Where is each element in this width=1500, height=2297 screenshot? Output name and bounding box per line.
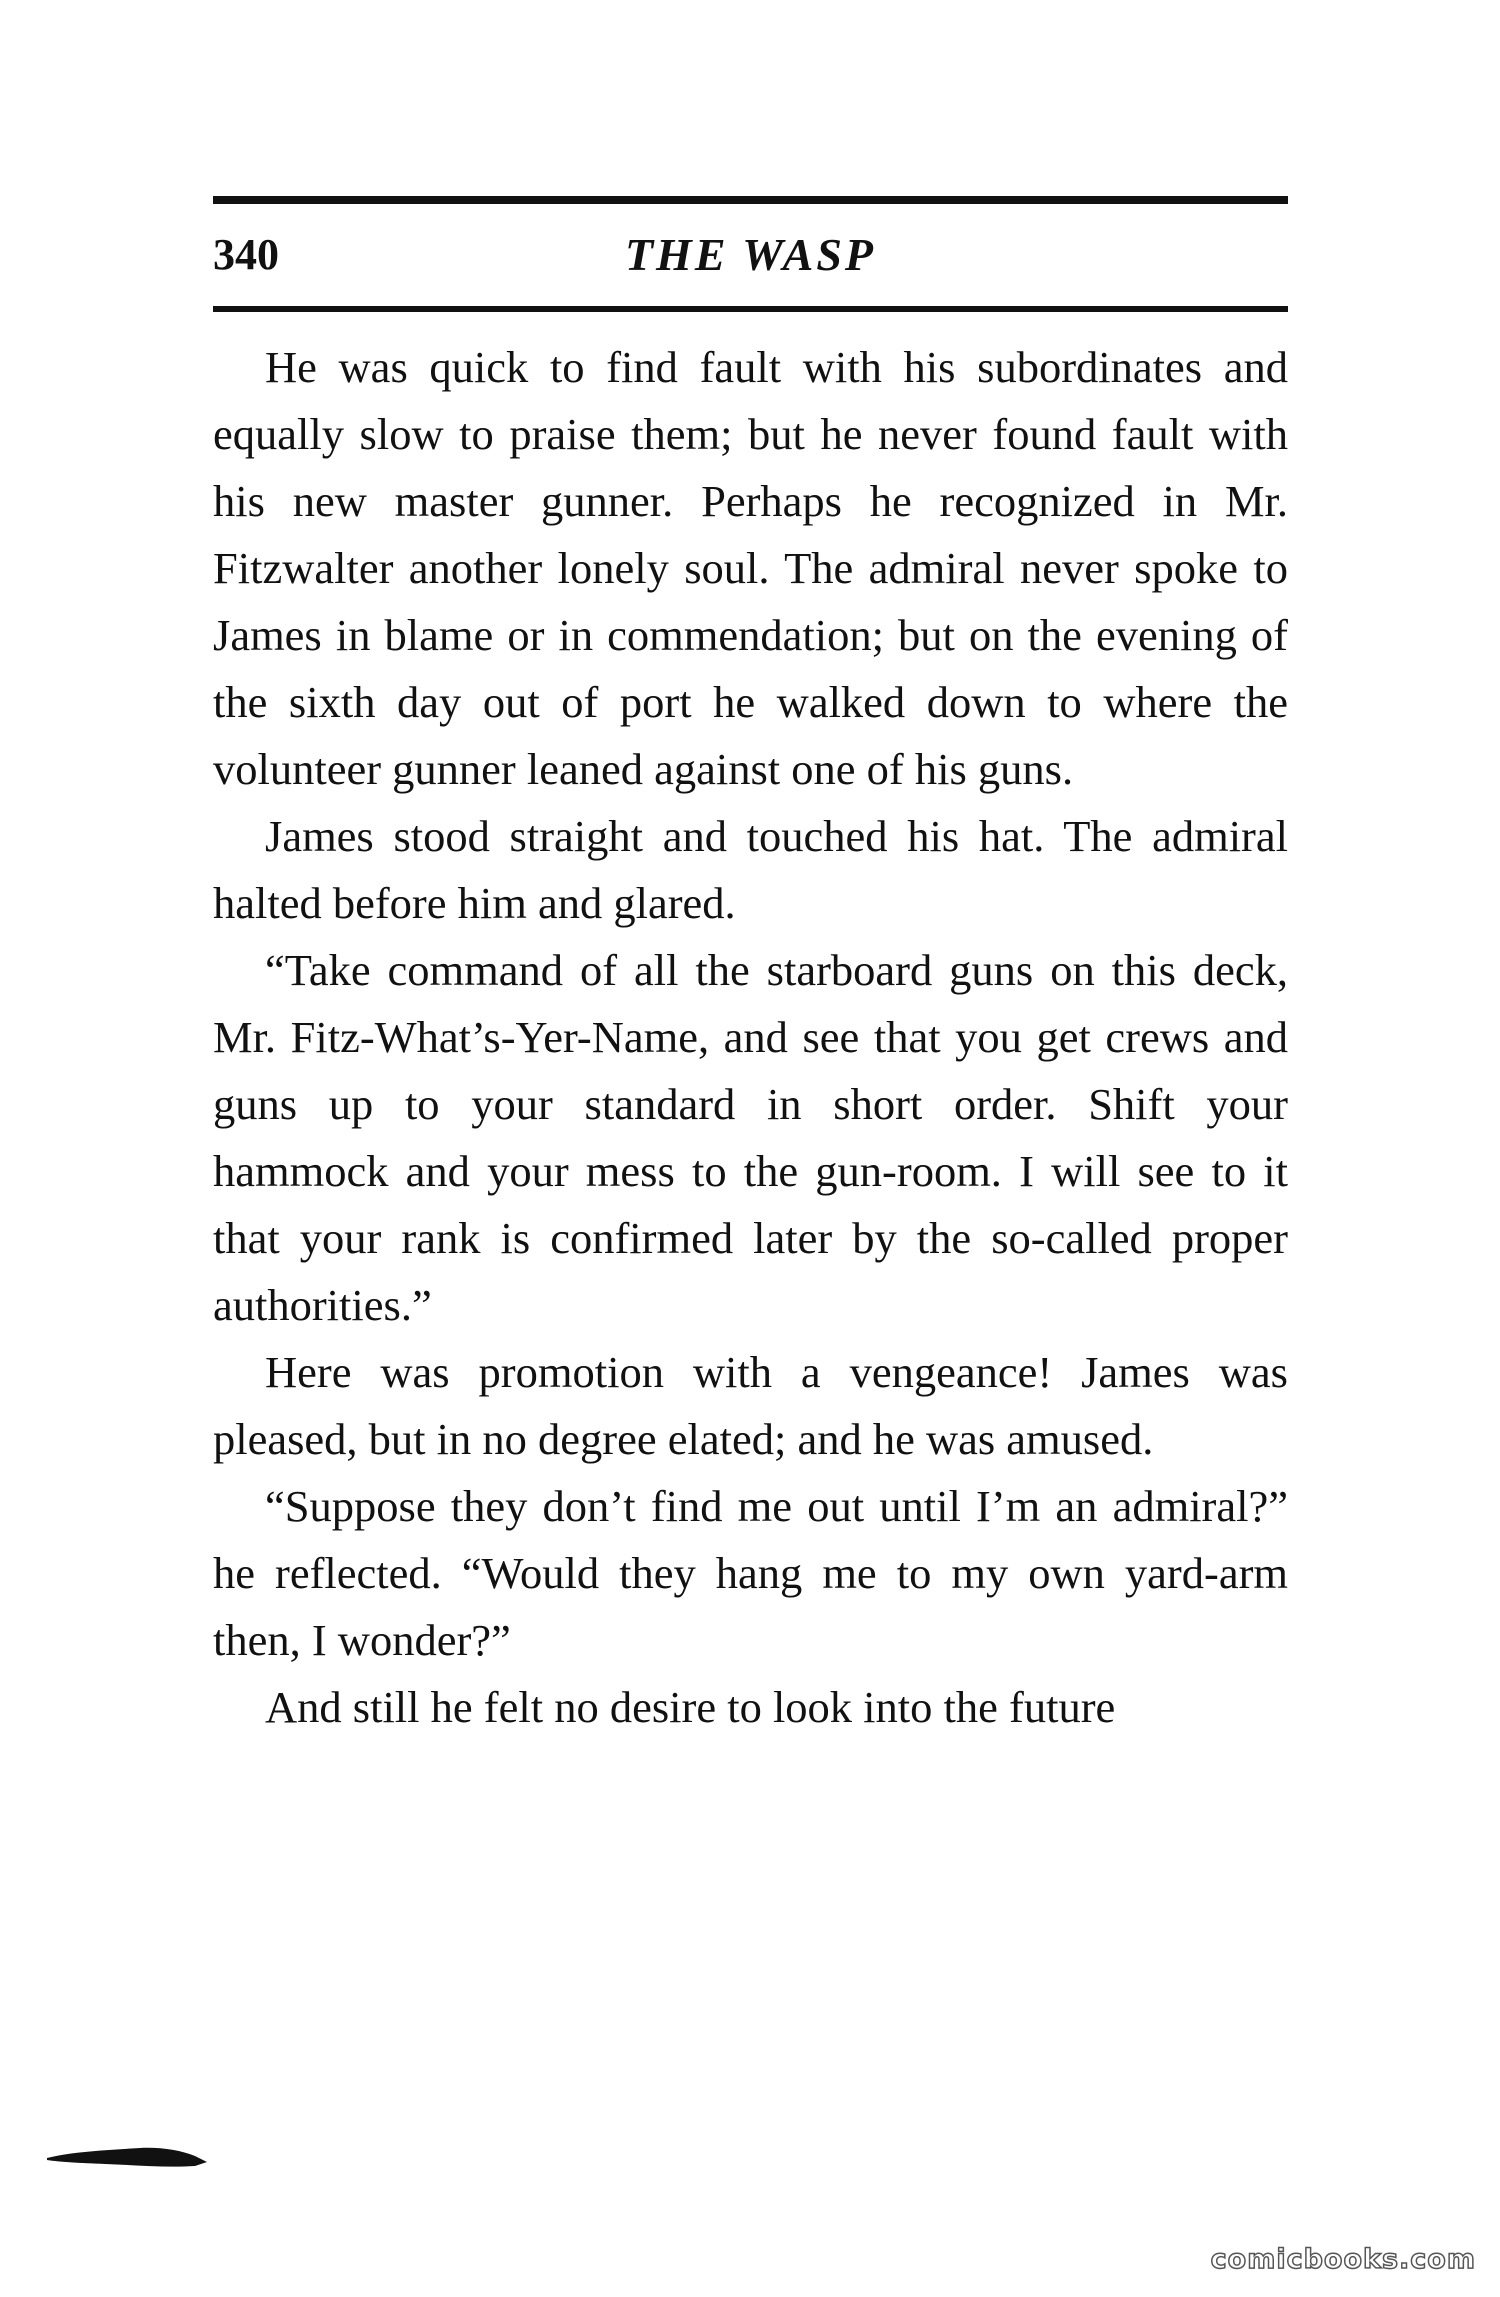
paragraph: James stood straight and touched his hat. The admiral halted before him and glared. bbox=[213, 811, 1288, 928]
watermark: comicbooks.com bbox=[1210, 2244, 1476, 2275]
page-header bbox=[213, 225, 1288, 285]
body-text bbox=[213, 334, 1288, 1741]
paragraph: “Take command of all the starboard guns on this deck, Mr. Fitz-What’s-Yer-Name, and see that you get crews and guns up to your standard in short order. Shift your hammock and your mess to the gun-room. I will see to it that your rank is confirmed later by the so-called proper authorities.” bbox=[213, 945, 1288, 1330]
ink-smudge bbox=[45, 2140, 210, 2170]
page-number: 340 bbox=[213, 230, 279, 279]
paragraph: Here was promotion with a vengeance! James was pleased, but in no degree elated; and he was amused. bbox=[213, 1347, 1288, 1464]
header-bottom-rule bbox=[213, 306, 1288, 312]
paragraph: “Suppose they don’t find me out until I’m an admiral?” he reflected. “Would they hang me to my own yard-arm then, I wonder?” bbox=[213, 1481, 1288, 1665]
running-title: THE WASP bbox=[624, 229, 877, 280]
paragraph: He was quick to find fault with his subordinates and equally slow to praise them; but he never found fault with his new master gunner. Perhaps he recognized in Mr. Fitzwalter another lonely soul. The admiral never spoke to James in blame or in commendation; but on the evening of the sixth day out of port he walked down to where the volunteer gunner leaned against one of his guns. bbox=[213, 342, 1288, 794]
header-top-rule bbox=[213, 196, 1288, 204]
paragraph: And still he felt no desire to look into the future bbox=[265, 1682, 1116, 1732]
